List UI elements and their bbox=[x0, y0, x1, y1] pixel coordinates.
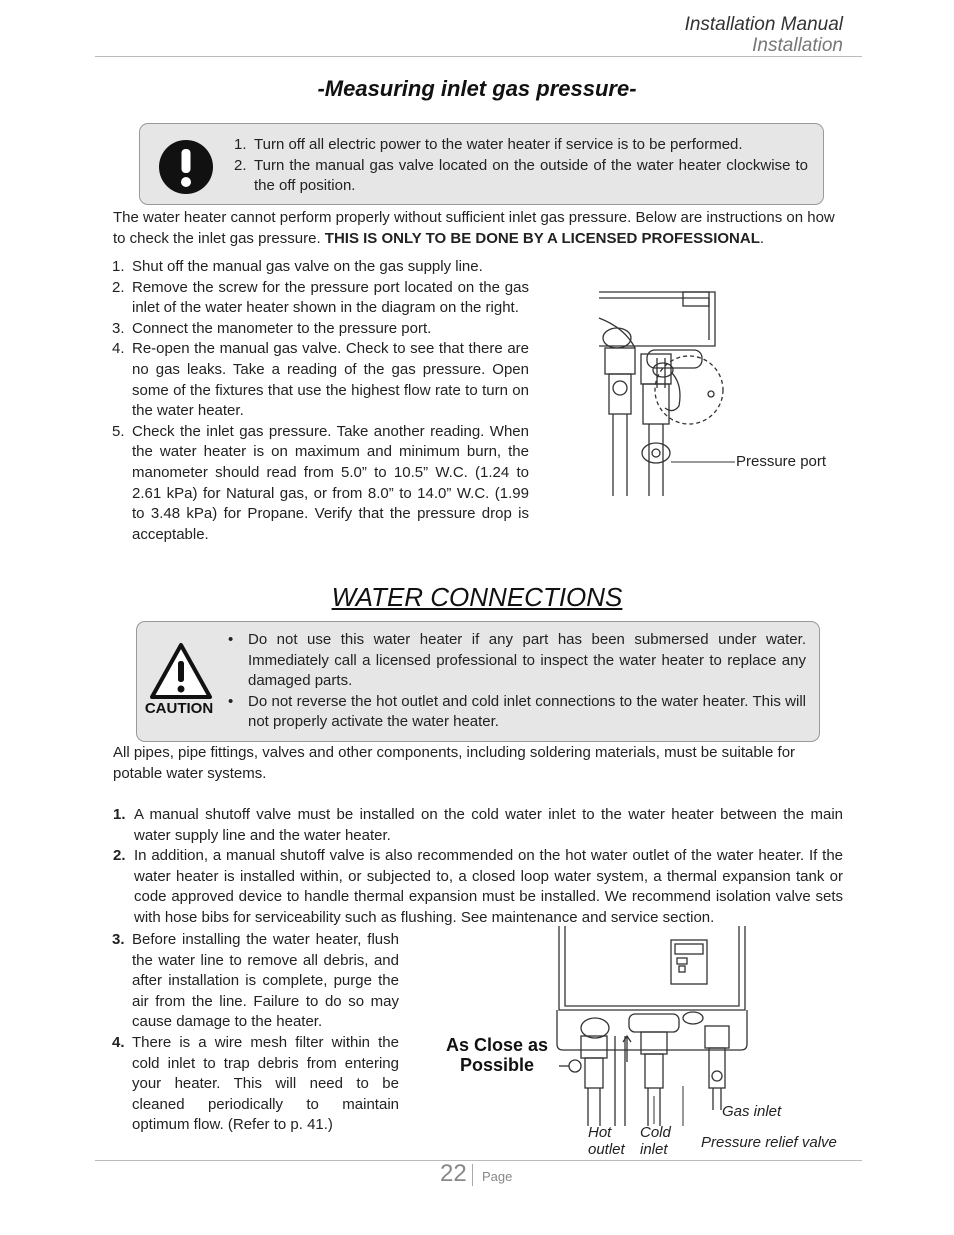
hot-outlet-label: Hot outlet bbox=[588, 1124, 625, 1158]
exclamation-icon bbox=[157, 138, 215, 196]
page-number: 22 bbox=[440, 1160, 467, 1187]
water-steps-list-narrow bbox=[112, 930, 399, 1136]
gas-intro: The water heater cannot perform properly without sufficient inlet gas pressure. Below are instructions on how to check the inlet gas pressure. THIS IS ONLY TO BE DONE BY A LICENSED PROFESSIONAL. bbox=[113, 209, 835, 247]
gas-step: 4. Re-open the manual gas valve. Check to see that there are no gas leaks. Take a reading of the gas pressure. Open some of the fixtures that use the highest flow rate to turn on the water heater. bbox=[112, 340, 529, 420]
gas-steps-list bbox=[112, 257, 529, 545]
gas-pressure-port-diagram bbox=[595, 288, 735, 498]
water-heater-diagram bbox=[555, 926, 755, 1126]
page-number-separator bbox=[472, 1164, 473, 1186]
water-step: 1. A manual shutoff valve must be installed on the cold water inlet to the water heater between the main water supply line and the water heater. bbox=[113, 806, 843, 844]
gas-step: 5. Check the inlet gas pressure. Take another reading. When the water heater is on maximum and minimum burn, the manometer should read from 5.0” to 10.5” W.C. (1.24 to 2.61 kPa) for Natural gas, or from 8.0” to 14.0” W.C. (1.99 to 3.48 kPa) for Propane. Verify that the pressure drop is acceptable. bbox=[112, 422, 529, 543]
caution-item: • Do not use this water heater if any part has been submersed under water. Immediately call a licensed professional to inspect the water heater to replace any damaged parts. bbox=[228, 631, 806, 690]
page-label: Page bbox=[482, 1169, 513, 1184]
warning-box bbox=[139, 123, 824, 205]
gas-step: 3. Connect the manometer to the pressure port. bbox=[112, 319, 432, 337]
water-step: 4. There is a wire mesh filter within the cold inlet to trap debris from entering your heater. This will need to be cleaned periodically to maintain optimum flow. (Refer to p. 41.) bbox=[112, 1033, 399, 1134]
gas-step: 1. Shut off the manual gas valve on the gas supply line. bbox=[112, 258, 483, 275]
caution-triangle-icon bbox=[149, 642, 213, 700]
water-intro: All pipes, pipe fittings, valves and other components, including soldering materials, must be suitable for potable water systems. bbox=[113, 744, 796, 782]
header-manual-title: Installation Manual bbox=[684, 14, 843, 35]
licensed-professional-note: THIS IS ONLY TO BE DONE BY A LICENSED PROFESSIONAL bbox=[324, 229, 760, 247]
caution-box bbox=[136, 621, 820, 742]
gas-section-title: -Measuring inlet gas pressure- bbox=[317, 76, 637, 101]
as-close-as-possible-label: As Close as Possible bbox=[445, 1035, 549, 1075]
water-section-title: WATER CONNECTIONS bbox=[331, 582, 623, 612]
gas-step: 2. Remove the screw for the pressure port located on the gas inlet of the water heater shown in the diagram on the right. bbox=[112, 278, 529, 317]
pressure-relief-valve-label: Pressure relief valve bbox=[701, 1134, 837, 1151]
header-section-title: Installation bbox=[752, 35, 843, 56]
cold-inlet-label: Cold inlet bbox=[640, 1124, 671, 1158]
caution-item: • Do not reverse the hot outlet and cold inlet connections to the water heater. This will not properly activate the water heater. bbox=[228, 692, 806, 731]
warning-item: 1. Turn off all electric power to the water heater if service is to be performed. bbox=[234, 136, 743, 153]
warning-item: 2. Turn the manual gas valve located on the outside of the water heater clockwise to the off position. bbox=[234, 156, 808, 195]
warning-list bbox=[234, 135, 808, 197]
header-divider bbox=[95, 56, 862, 57]
pressure-port-label: Pressure port bbox=[736, 453, 827, 470]
footer-divider bbox=[95, 1160, 862, 1161]
gas-inlet-label: Gas inlet bbox=[722, 1103, 782, 1120]
water-steps-list bbox=[113, 805, 843, 929]
water-step: 3. Before installing the water heater, flush the water line to remove all debris, and after installation is complete, purge the air from the line. Failure to do so may cause damage to the heater. bbox=[112, 931, 399, 1031]
water-step: 2. In addition, a manual shutoff valve is also recommended on the hot water outlet of the water heater. If the water heater is installed within, or subjected to, a closed loop water system, a thermal expansion tank or code approved device to handle thermal expansion must be installed. We recommend isolation valve sets with hose bibs for serviceability such as flushing. See maintenance and service section. bbox=[113, 847, 843, 926]
caution-list bbox=[228, 630, 806, 733]
caution-label: CAUTION bbox=[144, 700, 214, 717]
